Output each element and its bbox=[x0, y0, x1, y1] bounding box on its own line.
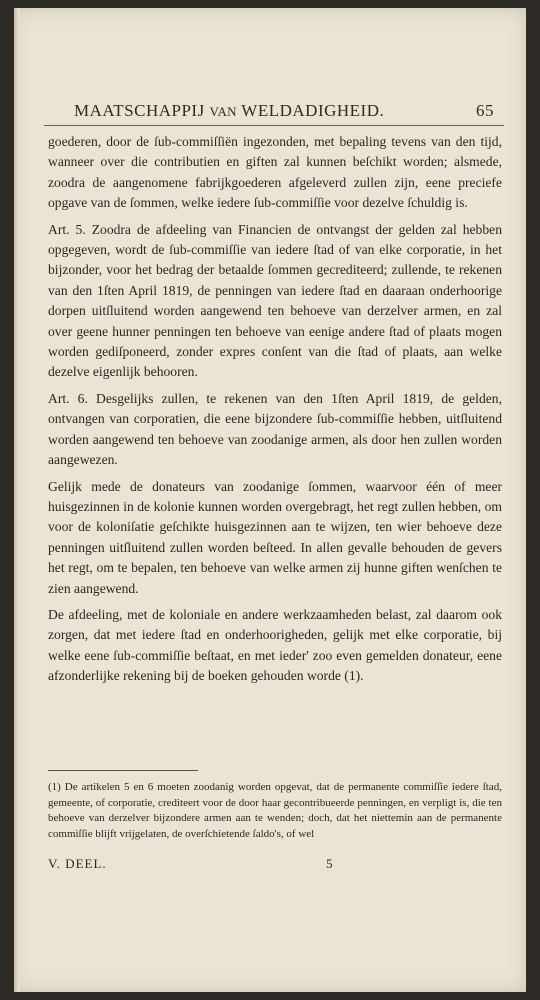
footnote-rule bbox=[48, 770, 198, 771]
running-header bbox=[74, 101, 494, 121]
sheet-signature-number: 5 bbox=[326, 856, 334, 871]
running-title bbox=[74, 101, 384, 121]
volume-mark: V. DEEL. bbox=[48, 856, 107, 871]
paragraph: Art. 5. Zoodra de afdeeling van Financien de ontvangst der gelden zal hebben opgegeven, wordt de ſub-commiſſie van iedere ſtad of van elke corporatie, in het bijzonder, voor het bedrag der betaalde ſommen gecrediteerd; zullende, te rekenen van den 1ſten April 1819, de penningen van iedere ſtad en daaraan onderhoorige dorpen uitſluitend worden aangewend ten behoeve van derzelver armen, en zal over geene hunner penningen ten behoeve van eenige andere ſtad of plaats mogen worden gediſponeerd, zonder expres conſent van die ſtad of plaats, aan welke dezelve eigenlijk behooren. bbox=[48, 221, 502, 380]
running-title-part-1: MAATSCHAPPIJ bbox=[74, 101, 205, 120]
paragraph: goederen, door de ſub-commiſſiën ingezonden, met bepaling tevens van den tijd, wanneer over die contributien en giften zal kunnen beſchikt worden; alsmede, zoodra de aangenomene fabrijkgoederen afgeleverd zullen zijn, eene preciefe opgave van de ſommen, welke iedere ſub-commiſſie voor dezelve ſchuldig is. bbox=[48, 134, 502, 211]
book-page bbox=[14, 8, 526, 992]
paragraph: De afdeeling, met de koloniale en andere werkzaamheden belast, zal daarom ook zorgen, dat met iedere ſtad en onderhoorigheden, gelijk met elke corporatie, bij welke eene ſub-commiſſie beſtaat, en met ieder' zoo even gemelden donateur, eene afzonderlijke rekening bij de boeken gehouden worde (1). bbox=[48, 606, 502, 684]
page-spine-shadow bbox=[14, 8, 20, 992]
running-title-part-2: VAN bbox=[209, 104, 237, 119]
running-title-part-3: WELDADIGHEID. bbox=[241, 101, 385, 120]
footnote: (1) De artikelen 5 en 6 moeten zoodanig worden opgevat, dat de permanente commiſſie iedere ſtad, gemeente, of corporatie, crediteert voor de door haar gecontribueerde penningen, en verpligt is, die ten behoeve van derzelver bijzondere armen aan te wenden; doch, dat het niettemin aan de permanente commiſſie blijft vrijgelaten, de overſchietende ſaldo's, of wel bbox=[48, 781, 502, 840]
signature-line bbox=[48, 856, 348, 872]
paragraph: Gelijk mede de donateurs van zoodanige ſommen, waarvoor één of meer huisgezinnen in de kolonie kunnen worden overgebragt, het regt zullen hebben, om voor de koloniſatie geſchikte huisgezinnen aan te wijzen, ten wier behoeve deze penningen uitſluitend zullen worden beſteed. In allen gevalle behouden de gevers het regt, om te bepalen, ten behoeve van welke armen zij hunne giften wenſchen te zien aangewend. bbox=[48, 478, 502, 596]
page-number: 65 bbox=[476, 101, 494, 120]
header-rule bbox=[44, 125, 504, 126]
paragraph: Art. 6. Desgelijks zullen, te rekenen van den 1ſten April 1819, de gelden, ontvangen van corporatien, die eene bijzondere ſub-commiſſie hebben, uitſluitend worden aangewend ten behoeve van zoodanige armen, als door hen zullen worden aangewezen. bbox=[48, 390, 502, 468]
body-text bbox=[48, 132, 502, 693]
